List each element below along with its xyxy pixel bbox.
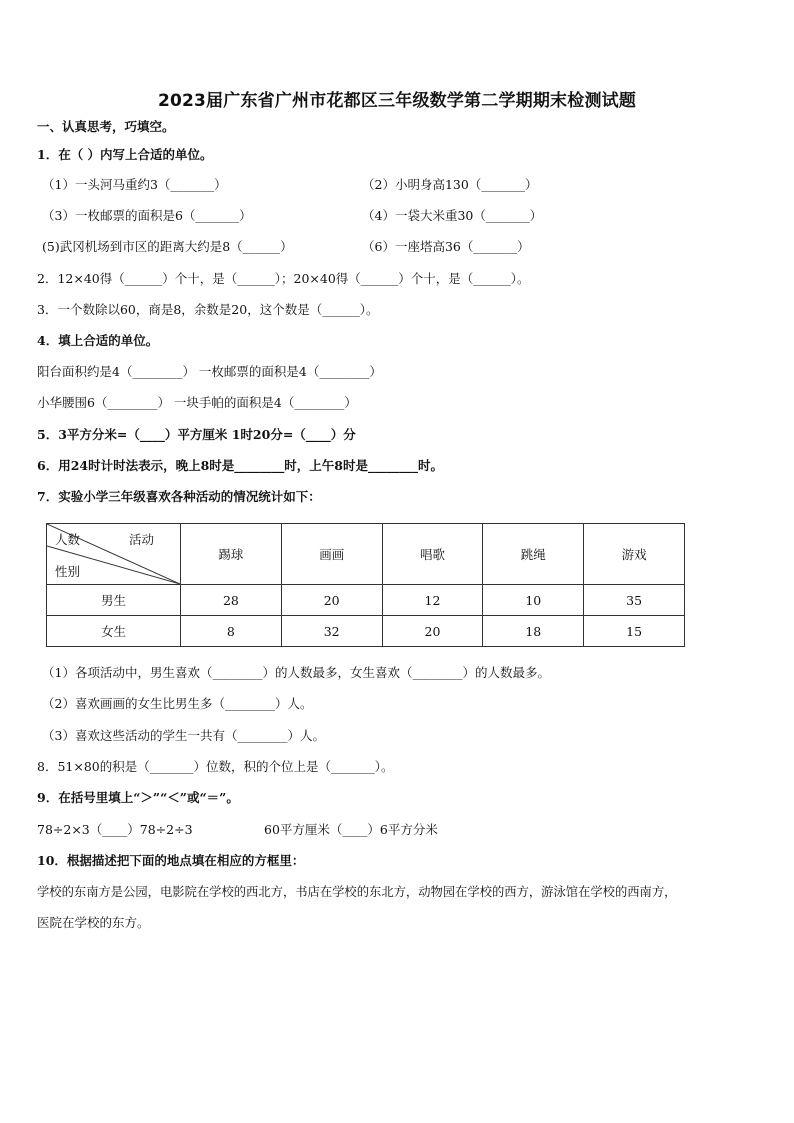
table-cell: 20 bbox=[382, 616, 483, 647]
table-cell: 18 bbox=[483, 616, 584, 647]
q10-description-1: 学校的东南方是公园，电影院在学校的西北方，书店在学校的东北方，动物园在学校的西方，游泳馆在学校的西南方， bbox=[37, 885, 677, 899]
table-cell: 8 bbox=[181, 616, 282, 647]
q7-sub-1: （1）各项活动中，男生喜欢（________）的人数最多，女生喜欢（________）的人数最多。 bbox=[42, 665, 550, 680]
table-cell: 28 bbox=[181, 585, 282, 616]
q1-item-4: （4）一袋大米重30（_______） bbox=[362, 208, 543, 223]
question-3: 3．一个数除以60，商是8，余数是20，这个数是（______）。 bbox=[37, 302, 379, 317]
question-5: 5．3平方分米=（____）平方厘米 1时20分=（____）分 bbox=[37, 427, 356, 442]
row-label-boys: 男生 bbox=[47, 585, 181, 616]
table-header-cell: 踢球 bbox=[181, 524, 282, 585]
table-header-cell: 画画 bbox=[281, 524, 382, 585]
question-7-stem: 7．实验小学三年级喜欢各种活动的情况统计如下： bbox=[37, 489, 321, 504]
q9-right: 60平方厘米（____）6平方分米 bbox=[264, 822, 438, 837]
q7-sub-3: （3）喜欢这些活动的学生一共有（________）人。 bbox=[42, 728, 325, 743]
question-8: 8．51×80的积是（_______）位数，积的个位上是（_______）。 bbox=[37, 759, 394, 774]
corner-label-activity: 活动 bbox=[128, 532, 154, 547]
page-title: 2023届广东省广州市花都区三年级数学第二学期期末检测试题 bbox=[157, 91, 637, 111]
question-10-stem: 10．根据描述把下面的地点填在相应的方框里： bbox=[37, 853, 305, 868]
q4-line-1: 阳台面积约是4（________） 一枚邮票的面积是4（________） bbox=[37, 364, 382, 379]
table-cell: 15 bbox=[584, 616, 685, 647]
table-cell: 20 bbox=[281, 585, 382, 616]
question-4-stem: 4．填上合适的单位。 bbox=[37, 333, 159, 348]
table-cell: 32 bbox=[281, 616, 382, 647]
q4-line-2: 小华腰围6（________） 一块手帕的面积是4（________） bbox=[37, 395, 357, 410]
q1-item-6: （6）一座塔高36（_______） bbox=[362, 239, 530, 254]
q1-item-3: （3）一枚邮票的面积是6（_______） bbox=[42, 208, 252, 223]
corner-label-count: 人数 bbox=[55, 532, 81, 547]
question-6: 6．用24时计时法表示，晚上8时是________时，上午8时是________时。 bbox=[37, 458, 443, 473]
q1-item-2: （2）小明身高130（_______） bbox=[362, 177, 538, 192]
table-row bbox=[47, 585, 685, 616]
table-header-cell: 游戏 bbox=[584, 524, 685, 585]
table-cell: 35 bbox=[584, 585, 685, 616]
q7-sub-2: （2）喜欢画画的女生比男生多（________）人。 bbox=[42, 696, 313, 711]
row-label-girls: 女生 bbox=[47, 616, 181, 647]
question-2: 2．12×40得（______）个十，是（______）；20×40得（______）个十，是（______）。 bbox=[37, 271, 530, 286]
table-corner-cell bbox=[47, 524, 181, 585]
q9-left: 78÷2×3（____）78÷2÷3 bbox=[37, 822, 193, 837]
section-heading: 一、认真思考，巧填空。 bbox=[37, 119, 175, 134]
table-cell: 10 bbox=[483, 585, 584, 616]
q1-item-5: (5)武冈机场到市区的距离大约是8（______） bbox=[42, 239, 293, 254]
question-1-stem: 1．在（ ）内写上合适的单位。 bbox=[37, 147, 213, 162]
table-row bbox=[47, 616, 685, 647]
table-header-row bbox=[47, 524, 685, 585]
table-cell: 12 bbox=[382, 585, 483, 616]
q1-item-1: （1）一头河马重约3（_______） bbox=[42, 177, 227, 192]
corner-label-gender: 性别 bbox=[55, 564, 81, 579]
question-9-stem: 9．在括号里填上“＞”“＜”或“＝”。 bbox=[37, 790, 239, 805]
q10-description-2: 医院在学校的东方。 bbox=[37, 915, 150, 930]
activity-stats-table bbox=[46, 523, 685, 647]
table-header-cell: 唱歌 bbox=[382, 524, 483, 585]
table-header-cell: 跳绳 bbox=[483, 524, 584, 585]
